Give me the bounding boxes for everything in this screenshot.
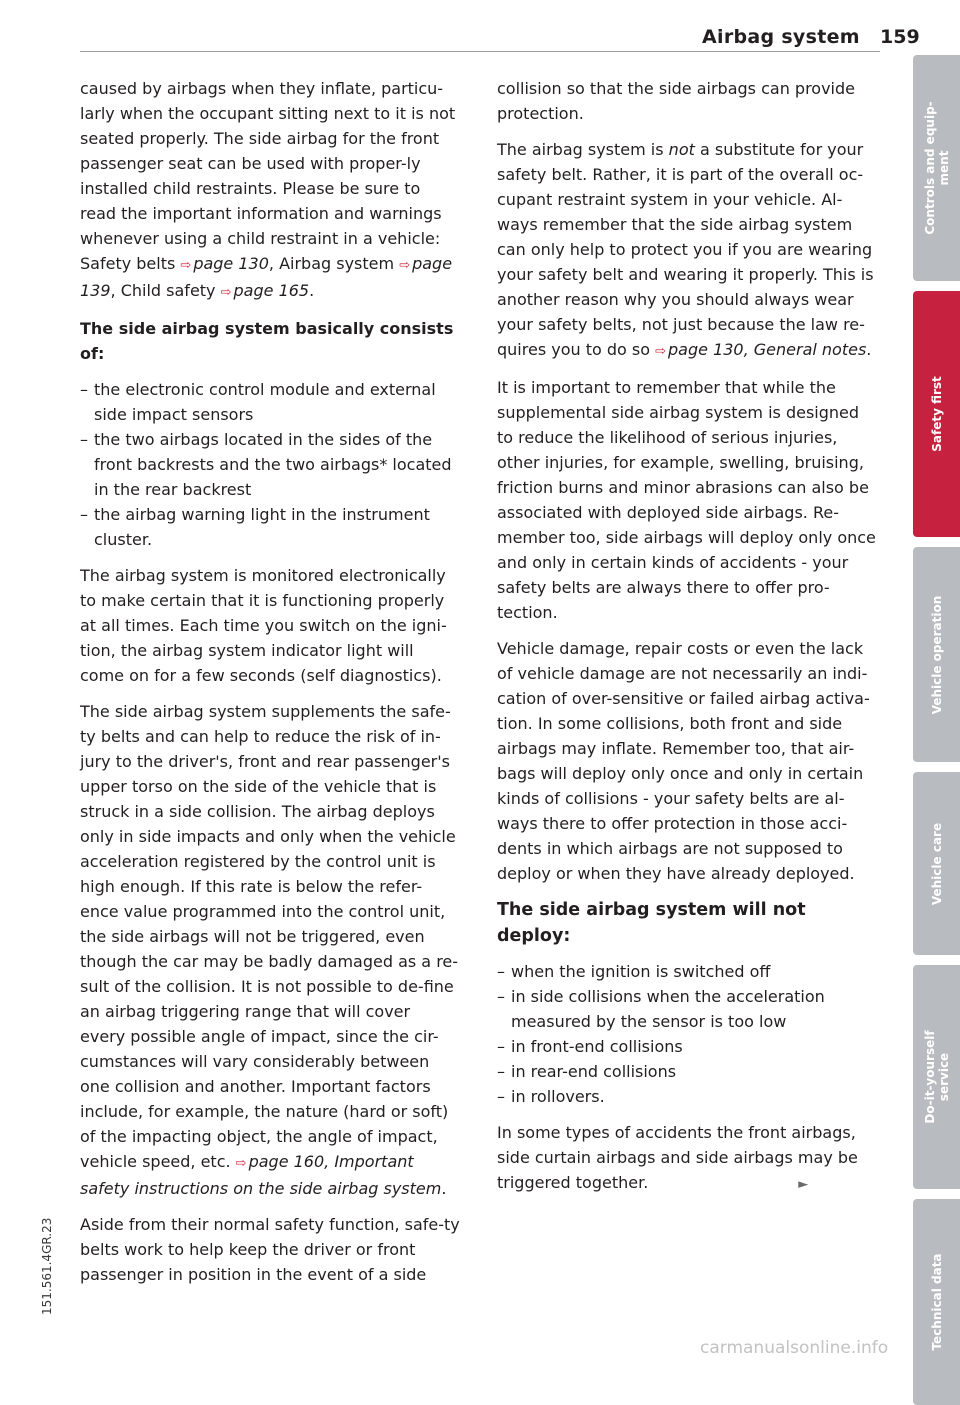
- list-item: – in rollovers.: [497, 1084, 877, 1109]
- left-column: [80, 76, 460, 1298]
- document-code: 151.561.4GR.23: [40, 1217, 54, 1315]
- no-deploy-heading: The side airbag system will not deploy:: [497, 900, 806, 946]
- intro-paragraph: caused by airbags when they inflate, particu-larly when the occupant sitting next to it is not seated properly. The side airbag for the front passenger seat can be used with proper-ly installed child restraints. Please be sure to read the important information and warnings whenever using a child restraint in a vehicle: Safety belts ⇨ page 130, Airbag system ⇨ page 139, Child safety ⇨ page 165.: [80, 79, 456, 300]
- aside-paragraph: Aside from their normal safety function, safe-ty belts work to help keep the driver or front passenger in position in the event of a side: [80, 1215, 460, 1284]
- reference-arrow-icon: ⇨: [180, 258, 192, 273]
- monitor-paragraph: The airbag system is monitored electronically to make certain that it is functioning properly at all times. Each time you switch on the igni-tion, the airbag system indicator light will come on for a few seconds (self diagnostics).: [80, 566, 447, 685]
- damage-paragraph: Vehicle damage, repair costs or even the lack of vehicle damage are not necessarily an indi-cation of over-sensitive or failed airbag activa-tion. In some collisions, both front and side airbags may inflate. Remember too, that air-bags will deploy only once and only in certain kinds of collisions - your safety belts are al-ways there to offer protection in those acci-dents in which airbags are not supposed to deploy or when they have already deployed.: [497, 639, 870, 883]
- cross-reference-link[interactable]: ⇨ page 165: [220, 281, 310, 300]
- components-heading: The side airbag system basically consists of:: [80, 319, 454, 363]
- list-item: – the two airbags located in the sides of the front backrests and the two airbags* located in the rear backrest: [80, 427, 460, 502]
- reference-arrow-icon: ⇨: [235, 1156, 247, 1171]
- substitute-paragraph: The airbag system is not a substitute for your safety belt. Rather, it is part of the overall oc-cupant restraint system in your vehicle. Al-ways remember that the side airbag system can only help to protect you if you are wearing your safety belt and wearing it properly. This is another reason why you should always wear your safety belts, not just because the law re-quires you to do so ⇨ page 130, General notes.: [497, 140, 874, 359]
- list-item: – the airbag warning light in the instrument cluster.: [80, 502, 460, 552]
- tab-safety-first[interactable]: Safety first: [913, 291, 960, 537]
- reference-arrow-icon: ⇨: [220, 285, 232, 300]
- list-item: – the electronic control module and external side impact sensors: [80, 377, 460, 427]
- page-number: 159: [880, 26, 920, 48]
- header-divider: [80, 51, 880, 52]
- cross-reference-link[interactable]: ⇨ page 139: [80, 254, 453, 300]
- reference-arrow-icon: ⇨: [655, 344, 667, 359]
- supplement-paragraph: The side airbag system supplements the safe-ty belts and can help to reduce the risk of in-jury to the driver's, front and rear passenger's upper torso on the side of the vehicle that is struck in a side collision. The airbag deploys only in side impacts and only when the vehicle acceleration registered by the control unit is high enough. If this rate is below the refer-ence value programmed into the control unit, the side airbags will not be triggered, even though the car may be badly damaged as a re-sult of the collision. It is not possible to de-fine an airbag triggering range that will cover every possible angle of impact, since the cir-cumstances will vary considerably between one collision and another. Important factors include, for example, the nature (hard or soft) of the impacting object, the angle of impact, vehicle speed, etc. ⇨ page 160, Important safety instructions on the side airbag system.: [80, 702, 459, 1198]
- no-deploy-list: [497, 959, 877, 1109]
- cross-reference-link[interactable]: ⇨ page 130: [180, 254, 269, 273]
- cross-reference-link[interactable]: ⇨ page 130, General notes: [655, 340, 867, 359]
- list-item: – in side collisions when the acceleration measured by the sensor is too low: [497, 984, 877, 1034]
- next-page-arrow-icon[interactable]: ►: [798, 1177, 809, 1192]
- tab-vehicle-operation[interactable]: Vehicle operation: [913, 547, 960, 762]
- list-item: – in front-end collisions: [497, 1034, 877, 1059]
- important-paragraph: It is important to remember that while the supplemental side airbag system is designed to reduce the likelihood of serious injuries, other injuries, for example, swelling, bruising, friction burns and minor abrasions can also be associated with deployed side airbags. Re-member too, side airbags will deploy only once and only in certain kinds of accidents - your safety belts are always there to offer pro-tection.: [497, 378, 876, 622]
- tab-technical-data[interactable]: Technical data: [913, 1199, 960, 1405]
- tab-vehicle-care[interactable]: Vehicle care: [913, 772, 960, 955]
- watermark: carmanualsonline.info: [700, 1338, 889, 1358]
- tab-controls-and-equipment[interactable]: Controls and equip- ment: [913, 55, 960, 281]
- types-paragraph: In some types of accidents the front airbags, side curtain airbags and side airbags may be triggered together. ►: [497, 1120, 877, 1197]
- cross-reference-link[interactable]: ⇨ page 160, Important safety instructions on the side airbag system: [80, 1152, 442, 1198]
- reference-arrow-icon: ⇨: [399, 258, 411, 273]
- list-item: – in rear-end collisions: [497, 1059, 877, 1084]
- right-column: [497, 76, 877, 1208]
- components-list: [80, 377, 460, 552]
- list-item: – when the ignition is switched off: [497, 959, 877, 984]
- continued-paragraph: collision so that the side airbags can provide protection.: [497, 79, 855, 123]
- section-title: Airbag system: [702, 26, 860, 48]
- tab-do-it-yourself-service[interactable]: Do-it-yourself service: [913, 965, 960, 1189]
